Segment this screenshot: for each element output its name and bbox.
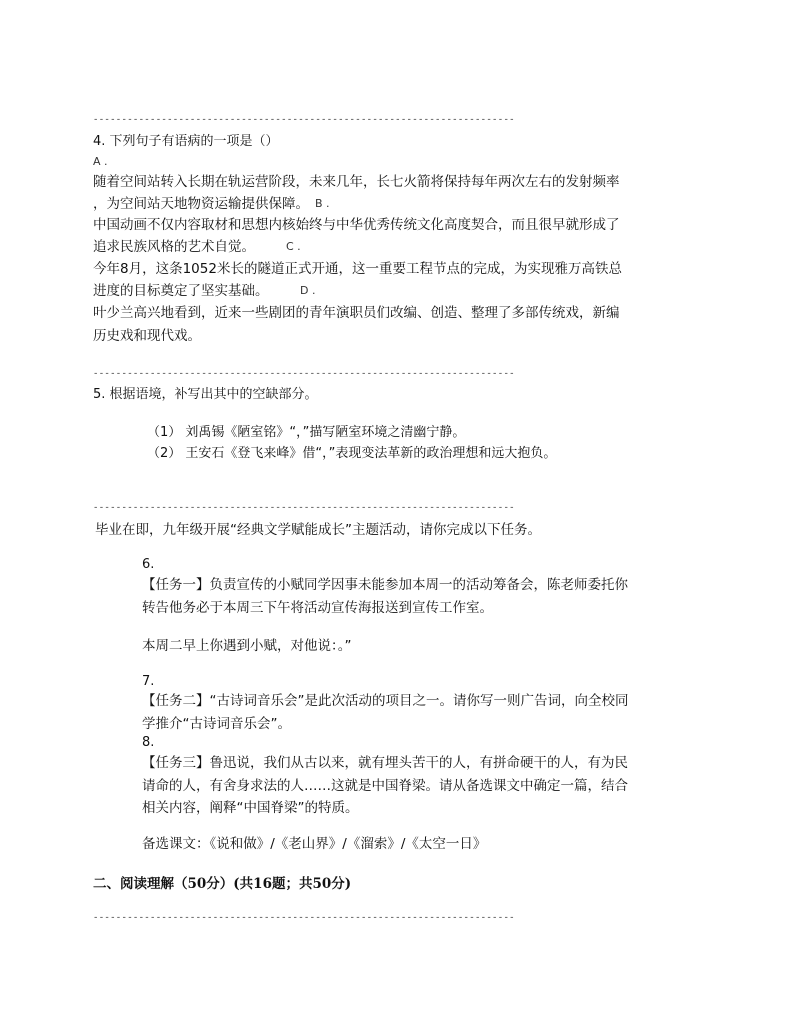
q8-line-1: 【任务三】鲁迅说，我们从古以来，就有埋头苦干的人，有拼命硬干的人，有为民 — [142, 755, 628, 771]
q5-stem: 5. 根据语境，补写出其中的空缺部分。 — [93, 387, 318, 402]
q7-line-2: 学推介“古诗词音乐会”。 — [142, 716, 291, 732]
q4-option-d-line1: 叶少兰高兴地看到，近来一些剧团的青年演职员们改编、创造、整理了多部传统戏，新编 — [93, 305, 620, 321]
q4-option-d-line2: 历史戏和现代戏。 — [93, 328, 201, 344]
activity-intro: 毕业在即，九年级开展“经典文学赋能成长”主题活动，请你完成以下任务。 — [95, 522, 541, 538]
q6-line-2: 转告他务必于本周三下午将活动宣传海报送到宣传工作室。 — [142, 600, 493, 616]
q7-line-1: 【任务二】“古诗词音乐会”是此次活动的项目之一。请你写一则广告词，向全校同 — [142, 693, 629, 709]
q8-line-2: 请命的人，有舍身求法的人……这就是中国脊梁。请从备选课文中确定一篇，结合 — [142, 778, 628, 794]
q6-line-1: 【任务一】负责宣传的小赋同学因事未能参加本周一的活动筹备会，陈老师委托你 — [142, 577, 628, 593]
q4-option-b-label: B . — [315, 197, 330, 210]
q4-option-b-line1: 中国动画不仅内容取材和思想内核始终与中华优秀传统文化高度契合，而且很早就形成了 — [93, 217, 620, 233]
q7-number: 7. — [142, 674, 155, 689]
q8-number: 8. — [142, 735, 155, 750]
q4-option-c-label: C . — [286, 240, 301, 253]
section-2-title: 二、阅读理解（50分）(共16题；共50分) — [93, 876, 352, 892]
q4-option-b-line2: 追求民族风格的艺术自觉。 — [93, 239, 255, 255]
q4-stem: 4. 下列句子有语病的一项是（） — [93, 134, 279, 149]
q6-number: 6. — [142, 557, 155, 572]
q4-option-a-label: A . — [93, 155, 108, 168]
separator: -------------------------------------------------------------------------- — [93, 913, 515, 923]
q4-option-c-line1: 今年8月，这条1052米长的隧道正式开通，这一重要工程节点的完成，为实现雅万高铁总 — [93, 261, 622, 277]
q5-item-1: （1） 刘禹锡《陋室铭》“，”描写陋室环境之清幽宁静。 — [147, 425, 466, 440]
q4-option-c-line2: 进度的目标奠定了坚实基础。 — [93, 283, 269, 299]
q8-options: 备选课文：《说和做》/《老山界》/《溜索》/《太空一日》 — [142, 836, 487, 852]
separator: -------------------------------------------------------------------------- — [93, 115, 515, 125]
q6-line-3: 本周二早上你遇到小赋，对他说：。” — [142, 638, 352, 654]
q5-item-2: （2） 王安石《登飞来峰》借“，”表现变法革新的政治理想和远大抱负。 — [147, 446, 557, 461]
separator: -------------------------------------------------------------------------- — [93, 503, 515, 513]
q8-line-3: 相关内容，阐释“中国脊梁”的特质。 — [142, 800, 359, 816]
q4-option-a-line1: 随着空间站转入长期在轨运营阶段，未来几年，长七火箭将保持每年两次左右的发射频率 — [93, 174, 620, 190]
q4-option-a-line2: ，为空间站天地物资运输提供保障。 — [93, 196, 309, 212]
separator: -------------------------------------------------------------------------- — [93, 369, 515, 379]
q4-option-d-label: D . — [300, 284, 316, 297]
